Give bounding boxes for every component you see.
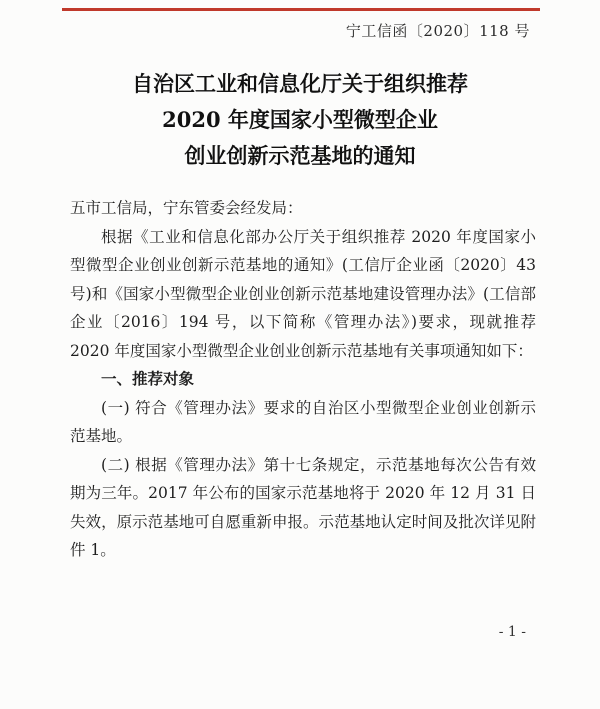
title-line-3: 创业创新示范基地的通知 xyxy=(184,143,416,168)
document-body xyxy=(70,194,536,565)
page-number: - 1 - xyxy=(498,624,526,640)
title-line-1: 自治区工业和信息化厅关于组织推荐 xyxy=(132,71,468,96)
document-number: 宁工信函〔2020〕118 号 xyxy=(345,22,530,40)
header-red-rule xyxy=(62,8,540,11)
title-line-2: 2020 年度国家小型微型企业 xyxy=(162,107,438,132)
item-2-paragraph: (二) 根据《管理办法》第十七条规定，示范基地每次公告有效期为三年。2017 年公布的国家示范基地将于 2020 年 12 月 31 日失效，原示范基地可自愿重新申报。示范基地认定时间及批次详见附件 1。 xyxy=(70,455,536,559)
section-heading-1: 一、推荐对象 xyxy=(101,370,195,388)
item-1-paragraph: (一) 符合《管理办法》要求的自治区小型微型企业创业创新示范基地。 xyxy=(70,398,536,445)
intro-paragraph: 根据《工业和信息化部办公厅关于组织推荐 2020 年度国家小型微型企业创业创新示范基地的通知》(工信厅企业函〔2020〕43 号)和《国家小型微型企业创业创新示范基地建设管理办法》(工信部企业〔2016〕194 号，以下简称《管理办法》)要求，现就推荐 2020 年度国家小型微型企业创业创新示范基地有关事项通知如下： xyxy=(70,227,536,360)
salutation: 五市工信局，宁东管委会经发局： xyxy=(70,199,303,217)
document-title xyxy=(0,66,600,174)
